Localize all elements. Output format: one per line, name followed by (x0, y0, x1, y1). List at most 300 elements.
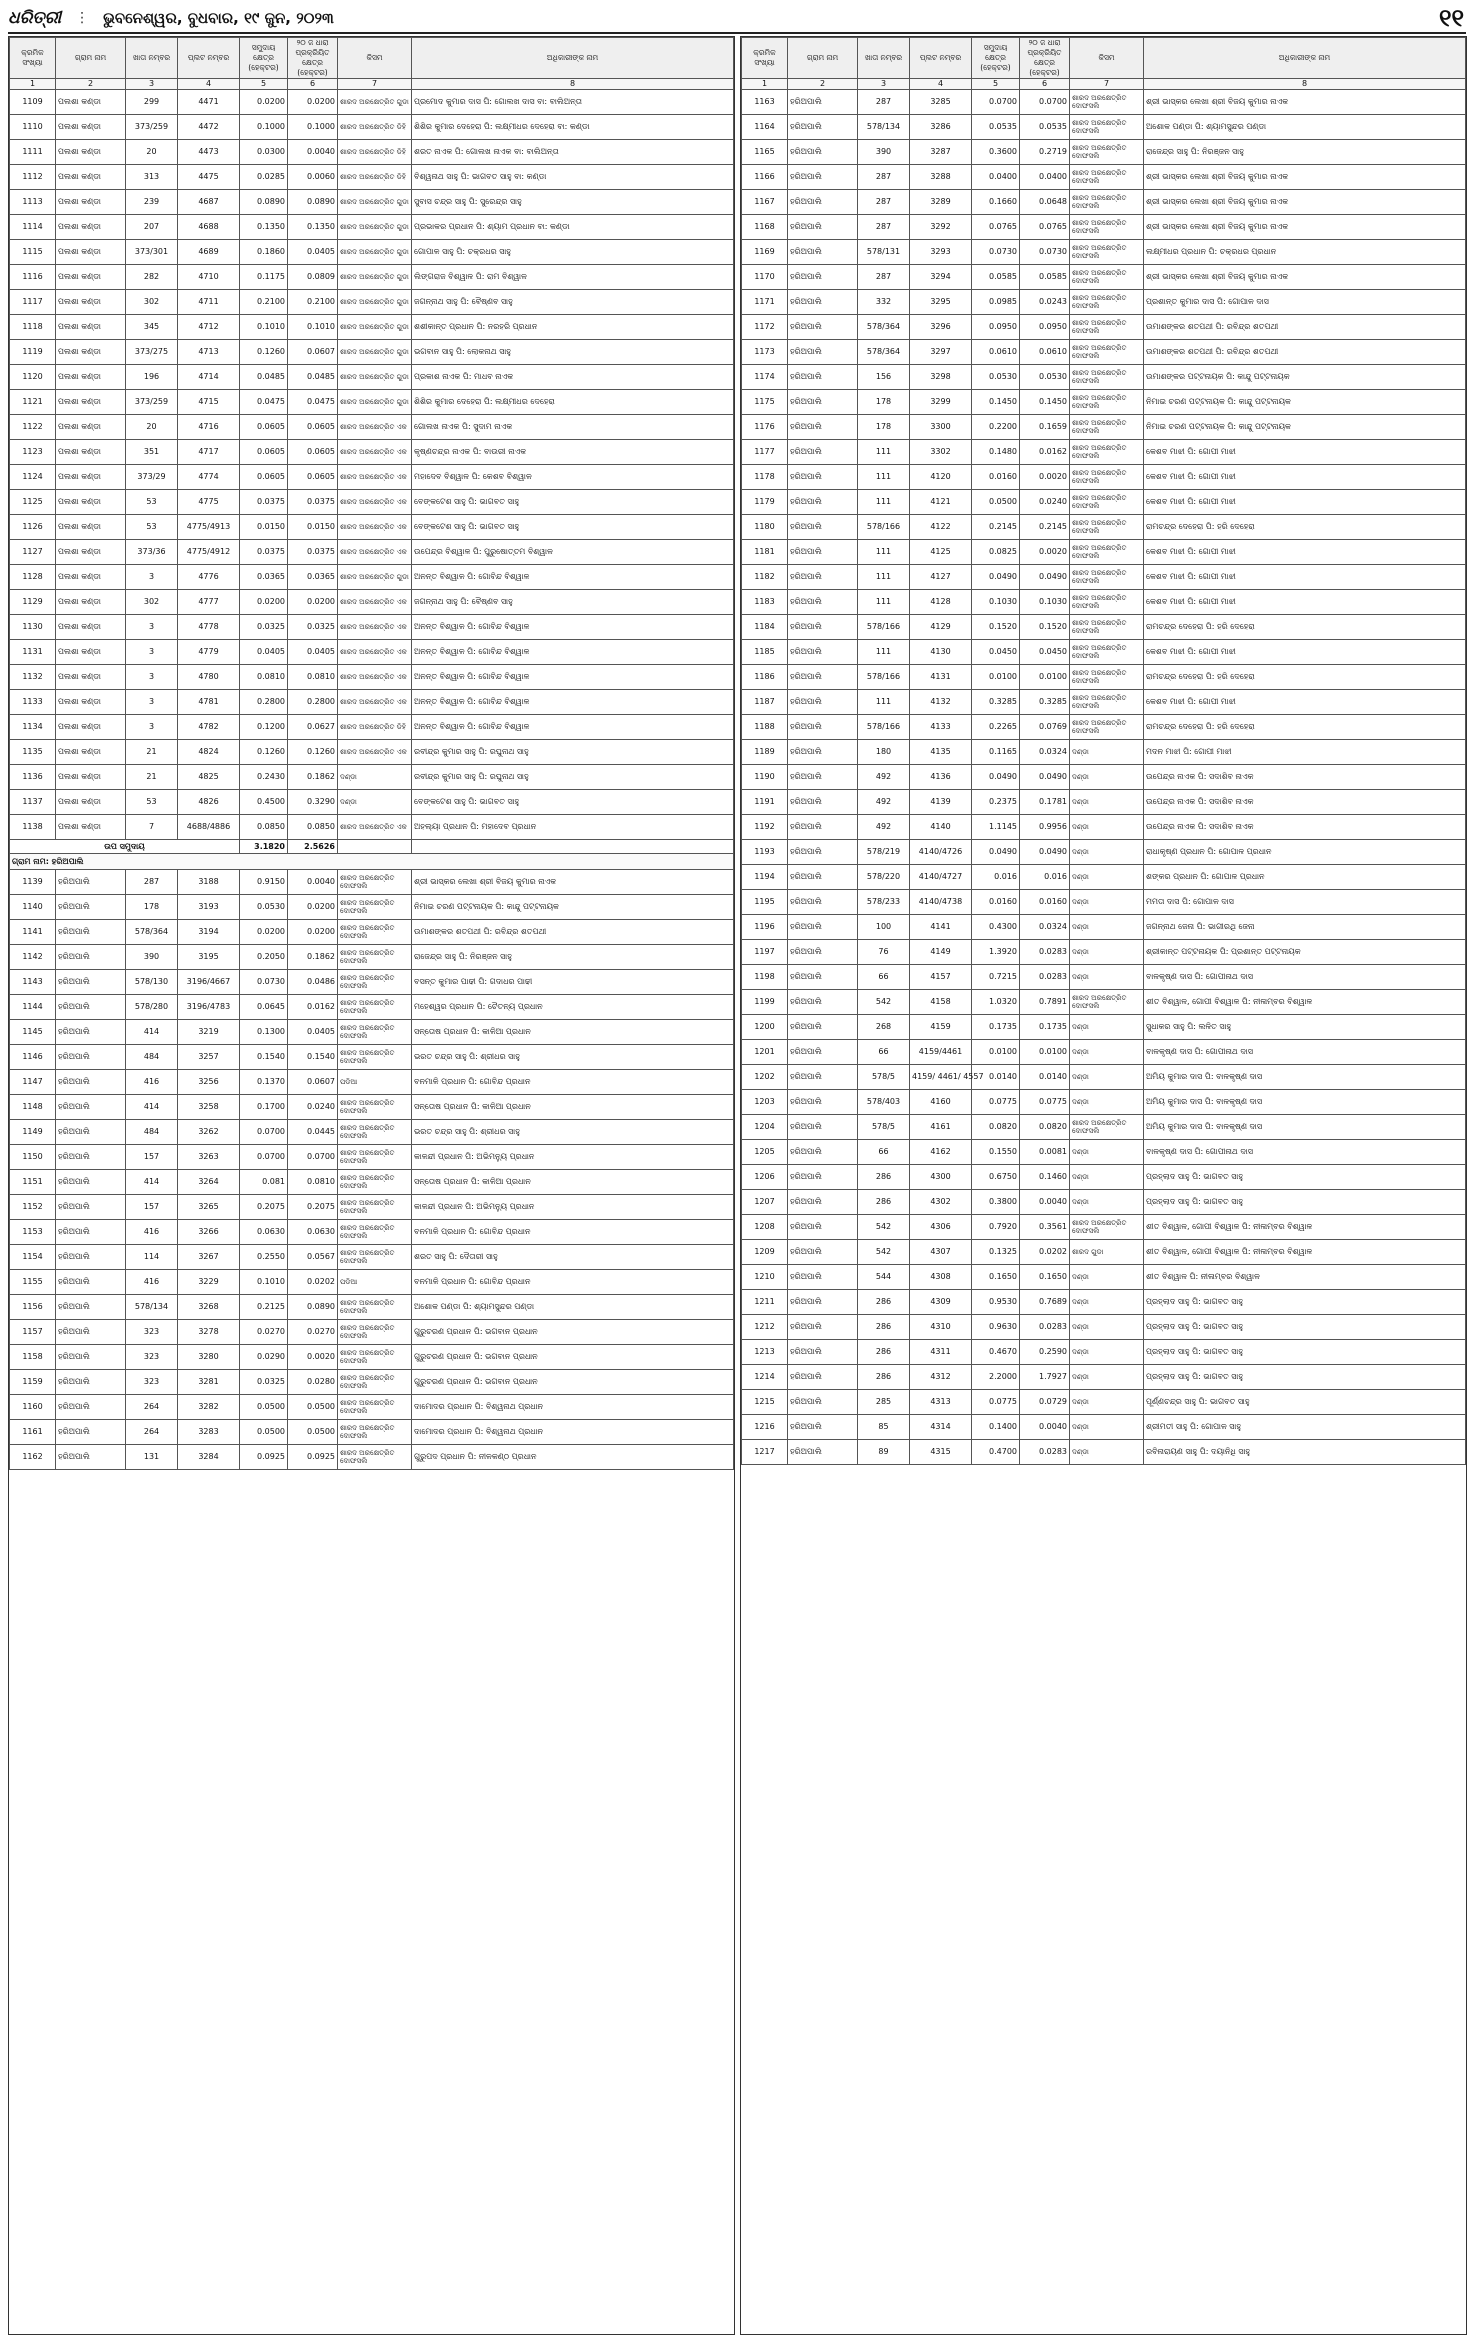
table-row (742, 765, 1466, 790)
village-cell: ହରିଅପାଲି (788, 715, 858, 740)
table-row (742, 440, 1466, 465)
acquired-cell: 0.0160 (1020, 890, 1070, 915)
kisam-cell: ଶାରଦ ଅରକ୍ଷେତ୍ରିତ ଦୋଫସଲି (1070, 515, 1144, 540)
plot-cell: 3293 (910, 240, 972, 265)
area-cell: 0.0820 (972, 1115, 1020, 1140)
table-row (742, 315, 1466, 340)
village-cell: ହରିଅପାଲି (788, 190, 858, 215)
plot-cell: 4125 (910, 540, 972, 565)
plot-cell: 3287 (910, 140, 972, 165)
owner-cell: ଶଙ୍କର ପ୍ରଧାନ ପି: ଗୋପାଳ ପ୍ରଧାନ (1144, 865, 1466, 890)
col-serial: କ୍ରମିକ ସଂଖ୍ୟା (742, 38, 788, 79)
table-row (10, 740, 734, 765)
kisam-cell: ଶାରଦ ଅରକ୍ଷେତ୍ରିତ ଗୁଡା (338, 390, 412, 415)
serial-cell: 1151 (10, 1170, 56, 1195)
plot-cell: 4775/4912 (178, 540, 240, 565)
owner-cell: ଶରତ ସାହୁ ପି: ଦୈତାରୀ ସାହୁ (412, 1245, 734, 1270)
acquired-cell: 0.1000 (288, 115, 338, 140)
village-cell: ହରିଅପାଲି (56, 1120, 126, 1145)
plot-cell: 4161 (910, 1115, 972, 1140)
plot-cell: 3296 (910, 315, 972, 340)
area-cell: 0.0300 (240, 140, 288, 165)
area-cell: 0.0490 (972, 840, 1020, 865)
plot-cell: 4162 (910, 1140, 972, 1165)
kisam-cell: ଶାରଦ ଅରକ୍ଷେତ୍ରିତ ଏକ (338, 515, 412, 540)
kisam-cell: ଶାରଦ ଅରକ୍ଷେତ୍ରିତ ଦୋଫସଲି (338, 1345, 412, 1370)
plot-cell: 4136 (910, 765, 972, 790)
kisam-cell: ଶାରଦ ଅରକ୍ଷେତ୍ରିତ ଏକ (338, 490, 412, 515)
khata-cell: 578/220 (858, 865, 910, 890)
owner-cell: ଅହଲ୍ୟା ପ୍ରଧାନ ପି: ମହାଦେବ ପ୍ରଧାନ (412, 815, 734, 840)
serial-cell: 1110 (10, 115, 56, 140)
area-cell: 0.2800 (240, 690, 288, 715)
area-cell: 0.1735 (972, 1015, 1020, 1040)
serial-cell: 1120 (10, 365, 56, 390)
kisam-cell: ଦଣ୍ଡା (1070, 1315, 1144, 1340)
serial-cell: 1172 (742, 315, 788, 340)
plot-cell: 4688/4886 (178, 815, 240, 840)
plot-cell: 3283 (178, 1420, 240, 1445)
table-row (742, 190, 1466, 215)
acquired-cell: 0.2719 (1020, 140, 1070, 165)
owner-cell: ଜଗନ୍ନାଥ ସାହୁ ପି: ବୈଷ୍ଣବ ସାହୁ (412, 290, 734, 315)
serial-cell: 1128 (10, 565, 56, 590)
plot-cell: 4689 (178, 240, 240, 265)
khata-cell: 3 (126, 665, 178, 690)
khata-cell: 578/219 (858, 840, 910, 865)
serial-cell: 1125 (10, 490, 56, 515)
area-cell: 0.0200 (240, 590, 288, 615)
village-cell: ହରିଅପାଲି (56, 920, 126, 945)
plot-cell: 3266 (178, 1220, 240, 1245)
owner-cell: ମମତା ଦାସ ପି: ଗୋପାଳ ଦାସ (1144, 890, 1466, 915)
owner-cell: ରାଧାକୃଷ୍ଣ ପ୍ରଧାନ ପି: ଗୋପାଳ ପ୍ରଧାନ (1144, 840, 1466, 865)
acquired-cell: 0.0405 (288, 240, 338, 265)
plot-cell: 4130 (910, 640, 972, 665)
kisam-cell: ଦଣ୍ଡା (338, 790, 412, 815)
khata-cell: 157 (126, 1145, 178, 1170)
khata-cell: 332 (858, 290, 910, 315)
owner-cell: ଶ୍ରୀ ଭାସ୍କର ଲେଖା ଶ୍ରୀ ବିଜୟ କୁମାର ନାଏକ (1144, 190, 1466, 215)
area-cell: 0.9530 (972, 1290, 1020, 1315)
serial-cell: 1148 (10, 1095, 56, 1120)
serial-cell: 1206 (742, 1165, 788, 1190)
area-cell: 0.1010 (240, 315, 288, 340)
owner-cell: ଶ୍ରୀମତୀ ସାହୁ ପି: ଗୋପାଳ ସାହୁ (1144, 1415, 1466, 1440)
kisam-cell: ପଡିଆ (338, 1270, 412, 1295)
khata-cell: 3 (126, 715, 178, 740)
acquired-cell: 0.2590 (1020, 1340, 1070, 1365)
kisam-cell: ଦଣ୍ଡା (1070, 890, 1144, 915)
village-cell: ପଲଶା କଣ୍ଡା (56, 765, 126, 790)
plot-cell: 4132 (910, 690, 972, 715)
plot-cell: 4717 (178, 440, 240, 465)
kisam-cell: ଶାରଦ ଅରକ୍ଷେତ୍ରିତ ଦୋଫସଲି (338, 1170, 412, 1195)
acquired-cell: 0.1540 (288, 1045, 338, 1070)
area-cell: 0.0475 (240, 390, 288, 415)
serial-cell: 1114 (10, 215, 56, 240)
serial-cell: 1140 (10, 895, 56, 920)
plot-cell: 4711 (178, 290, 240, 315)
plot-cell: 3294 (910, 265, 972, 290)
plot-cell: 4713 (178, 340, 240, 365)
owner-cell: ଶ୍ରୀ ଭାସ୍କର ଲେଖା ଶ୍ରୀ ବିଜୟ କୁମାର ନାଏକ (1144, 215, 1466, 240)
owner-cell: ରାଜେନ୍ଦ୍ର ସାହୁ ପି: ନିରଞ୍ଜନ ସାହୁ (1144, 140, 1466, 165)
plot-cell: 4315 (910, 1440, 972, 1465)
acquired-cell: 0.0270 (288, 1320, 338, 1345)
acquired-cell: 0.0020 (1020, 540, 1070, 565)
khata-cell: 345 (126, 315, 178, 340)
khata-cell: 287 (858, 190, 910, 215)
acquired-cell: 0.1460 (1020, 1165, 1070, 1190)
table-row (10, 290, 734, 315)
owner-cell: ବସନ୍ତ କୁମାର ପାଢୀ ପି: ଗଦାଧର ପାଢୀ (412, 970, 734, 995)
table-row (742, 340, 1466, 365)
serial-cell: 1178 (742, 465, 788, 490)
area-cell: 0.0400 (972, 165, 1020, 190)
serial-cell: 1156 (10, 1295, 56, 1320)
acquired-cell: 0.0500 (288, 1395, 338, 1420)
village-cell: ହରିଅପାଲି (788, 290, 858, 315)
plot-cell: 4306 (910, 1215, 972, 1240)
table-row (742, 1390, 1466, 1415)
owner-cell: ଗୁରୁଚରଣ ପ୍ରଧାନ ପି: ଭଗବାନ ପ୍ରଧାନ (412, 1345, 734, 1370)
serial-cell: 1152 (10, 1195, 56, 1220)
table-row (10, 365, 734, 390)
owner-cell: ପ୍ରହ୍ଲାଦ ସାହୁ ପି: ଭାଗବତ ସାହୁ (1144, 1365, 1466, 1390)
acquired-cell: 0.0769 (1020, 715, 1070, 740)
village-cell: ହରିଅପାଲି (788, 790, 858, 815)
kisam-cell: ଶାରଦ ଅରକ୍ଷେତ୍ରିତ ଗୁଡା (338, 215, 412, 240)
owner-cell: ଗୋପାଳ ସାହୁ ପି: ଚକ୍ରଧର ସାହୁ (412, 240, 734, 265)
village-cell: ହରିଅପାଲି (788, 340, 858, 365)
plot-cell: 4688 (178, 215, 240, 240)
village-cell: ହରିଅପାଲି (788, 840, 858, 865)
plot-cell: 4121 (910, 490, 972, 515)
area-cell: 0.0500 (240, 1395, 288, 1420)
table-row (10, 515, 734, 540)
acquired-cell: 0.0202 (1020, 1240, 1070, 1265)
table-row (742, 615, 1466, 640)
plot-cell: 4473 (178, 140, 240, 165)
plot-cell: 3196/4783 (178, 995, 240, 1020)
area-cell: 0.0375 (240, 490, 288, 515)
village-cell: ପଲଶା କଣ୍ଡା (56, 465, 126, 490)
table-row (10, 215, 734, 240)
serial-cell: 1164 (742, 115, 788, 140)
owner-cell: ଲିଙ୍ଗରାଜ ବିଶ୍ୱାଳ ପି: ରାମ ବିଶ୍ୱାଳ (412, 265, 734, 290)
col-num: 5 (240, 79, 288, 90)
table-row (10, 640, 734, 665)
kisam-cell: ଶାରଦ ଅରକ୍ଷେତ୍ରିତ ଏକ (338, 690, 412, 715)
owner-cell: ପ୍ରହ୍ଲାଦ ସାହୁ ପି: ଭାଗବତ ସାହୁ (1144, 1190, 1466, 1215)
serial-cell: 1176 (742, 415, 788, 440)
village-cell: ହରିଅପାଲି (788, 90, 858, 115)
serial-cell: 1196 (742, 915, 788, 940)
khata-cell: 21 (126, 740, 178, 765)
area-cell: 0.0200 (240, 920, 288, 945)
owner-cell: ଅମିୟ କୁମାର ଦାସ ପି: ବାଳକୃଷ୍ଣ ଦାସ (1144, 1065, 1466, 1090)
kisam-cell: ଶାରଦ ଅରକ୍ଷେତ୍ରିତ ଡିହି (338, 715, 412, 740)
village-cell: ପଲଶା କଣ୍ଡା (56, 140, 126, 165)
acquired-cell: 0.0809 (288, 265, 338, 290)
acquired-cell: 0.0200 (288, 895, 338, 920)
table-row (742, 365, 1466, 390)
serial-cell: 1199 (742, 990, 788, 1015)
village-cell: ପଲଶା କଣ୍ଡା (56, 415, 126, 440)
area-cell: 0.0530 (240, 895, 288, 920)
kisam-cell: ଶାରଦ ଅରକ୍ଷେତ୍ରିତ ଦୋଫସଲି (1070, 490, 1144, 515)
owner-cell: ଅଶୋକ ପଣ୍ଡା ପି: ଶ୍ୟାମସୁନ୍ଦର ପଣ୍ଡା (1144, 115, 1466, 140)
village-cell: ହରିଅପାଲି (56, 1370, 126, 1395)
page-header (8, 4, 1466, 34)
acquired-cell: 0.2800 (288, 690, 338, 715)
table-row (10, 415, 734, 440)
village-cell: ହରିଅପାଲି (788, 415, 858, 440)
plot-cell: 4712 (178, 315, 240, 340)
acquired-cell: 0.0585 (1020, 265, 1070, 290)
khata-cell: 299 (126, 90, 178, 115)
acquired-cell: 0.0850 (288, 815, 338, 840)
plot-cell: 4782 (178, 715, 240, 740)
khata-cell: 287 (858, 215, 910, 240)
table-row (10, 315, 734, 340)
kisam-cell: ଶାରଦ ଅରକ୍ଷେତ୍ରିତ ଦୋଫସଲି (1070, 315, 1144, 340)
serial-cell: 1200 (742, 1015, 788, 1040)
serial-cell: 1154 (10, 1245, 56, 1270)
area-cell: 0.0700 (240, 1145, 288, 1170)
owner-cell: ପୂର୍ଣ୍ଣଚନ୍ଦ୍ର ସାହୁ ପି: ଭାଗବତ ସାହୁ (1144, 1390, 1466, 1415)
serial-cell: 1134 (10, 715, 56, 740)
serial-cell: 1149 (10, 1120, 56, 1145)
table-row (742, 1015, 1466, 1040)
serial-cell: 1131 (10, 640, 56, 665)
village-cell: ହରିଅପାଲି (788, 1440, 858, 1465)
table-row (742, 965, 1466, 990)
kisam-cell: ଶାରଦ ଅରକ୍ଷେତ୍ରିତ ଦୋଫସଲି (338, 970, 412, 995)
area-cell: 1.3920 (972, 940, 1020, 965)
khata-cell: 542 (858, 1240, 910, 1265)
kisam-cell: ଶାରଦ ଅରକ୍ଷେତ୍ରିତ ଦୋଫସଲି (338, 1120, 412, 1145)
acquired-cell: 0.0040 (1020, 1190, 1070, 1215)
serial-cell: 1168 (742, 215, 788, 240)
serial-cell: 1188 (742, 715, 788, 740)
kisam-cell: ଦଣ୍ଡା (338, 765, 412, 790)
village-cell: ହରିଅପାଲି (788, 115, 858, 140)
col-owner: ଅଧିକାରୀଙ୍କ ନାମ (1144, 38, 1466, 79)
col-village: ଗ୍ରାମ ନାମ (56, 38, 126, 79)
area-cell: 0.2145 (972, 515, 1020, 540)
khata-cell: 100 (858, 915, 910, 940)
owner-cell: ବେଙ୍କଟେଶ ସାହୁ ପି: ଭାଗବତ ସାହୁ (412, 490, 734, 515)
area-cell: 0.3600 (972, 140, 1020, 165)
area-cell: 0.2430 (240, 765, 288, 790)
kisam-cell: ଶାରଦ ଅରକ୍ଷେତ୍ରିତ ଦୋଫସଲି (1070, 715, 1144, 740)
khata-cell: 21 (126, 765, 178, 790)
acquired-cell: 0.1010 (288, 315, 338, 340)
kisam-cell: ଶାରଦ ଅରକ୍ଷେତ୍ରିତ ଦୋଫସଲି (1070, 115, 1144, 140)
serial-cell: 1185 (742, 640, 788, 665)
plot-cell: 3256 (178, 1070, 240, 1095)
serial-cell: 1175 (742, 390, 788, 415)
khata-cell: 578/5 (858, 1065, 910, 1090)
owner-cell: ରବିନାରାୟଣ ସାହୁ ପି: ଦୟାନିଧି ସାହୁ (1144, 1440, 1466, 1465)
khata-cell: 373/275 (126, 340, 178, 365)
table-row (742, 1190, 1466, 1215)
village-cell: ହରିଅପାଲି (56, 1045, 126, 1070)
plot-cell: 3298 (910, 365, 972, 390)
table-row (742, 565, 1466, 590)
table-row (742, 415, 1466, 440)
col-area: ସମୁଦାୟ କ୍ଷେତ୍ର (ହେକ୍ଟର) (972, 38, 1020, 79)
table-row (10, 140, 734, 165)
village-cell: ହରିଅପାଲି (788, 540, 858, 565)
serial-cell: 1144 (10, 995, 56, 1020)
serial-cell: 1174 (742, 365, 788, 390)
kisam-cell: ଶାରଦ ଅରକ୍ଷେତ୍ରିତ ଗୁଡା (338, 565, 412, 590)
village-cell: ହରିଅପାଲି (788, 640, 858, 665)
kisam-cell: ଦଣ୍ଡା (1070, 1340, 1144, 1365)
village-cell: ହରିଅପାଲି (788, 1415, 858, 1440)
area-cell: 0.2075 (240, 1195, 288, 1220)
owner-cell: ଅନନ୍ତ ବିଶ୍ୱାଳ ପି: ଗୋବିନ୍ଦ ବିଶ୍ୱାଳ (412, 565, 734, 590)
kisam-cell: ଦଣ୍ଡା (1070, 965, 1144, 990)
village-cell: ହରିଅପାଲି (788, 1365, 858, 1390)
plot-cell: 3289 (910, 190, 972, 215)
serial-cell: 1213 (742, 1340, 788, 1365)
khata-cell: 111 (858, 690, 910, 715)
subtotal-row (10, 840, 734, 854)
acquired-cell: 0.2145 (1020, 515, 1070, 540)
plot-cell: 4308 (910, 1265, 972, 1290)
village-cell: ହରିଅପାଲି (788, 740, 858, 765)
acquired-cell: 0.0810 (288, 1170, 338, 1195)
table-row (10, 615, 734, 640)
village-heading-row (10, 854, 734, 870)
serial-cell: 1116 (10, 265, 56, 290)
area-cell: 0.0160 (972, 465, 1020, 490)
plot-cell: 4775/4913 (178, 515, 240, 540)
village-cell: ହରିଅପାଲି (56, 1220, 126, 1245)
owner-cell: ଭରତ ଚନ୍ଦ୍ର ସାହୁ ପି: ଶ୍ରୀଧର ସାହୁ (412, 1120, 734, 1145)
area-cell: 0.0535 (972, 115, 1020, 140)
acquired-cell: 0.0280 (288, 1370, 338, 1395)
table-row (742, 390, 1466, 415)
acquired-cell: 0.0040 (1020, 1415, 1070, 1440)
owner-cell: ରବୀନ୍ଦ୍ର କୁମାର ସାହୁ ପି: ରଘୁନାଥ ସାହୁ (412, 740, 734, 765)
table-row (10, 1345, 734, 1370)
village-cell: ହରିଅପାଲି (788, 140, 858, 165)
acquired-cell: 0.0283 (1020, 1440, 1070, 1465)
khata-cell: 390 (858, 140, 910, 165)
khata-cell: 414 (126, 1020, 178, 1045)
khata-cell: 373/259 (126, 115, 178, 140)
acquired-cell: 0.0400 (1020, 165, 1070, 190)
table-row (742, 915, 1466, 940)
acquired-cell: 0.0020 (1020, 465, 1070, 490)
kisam-cell: ଶାରଦ ଅରକ୍ଷେତ୍ରିତ ଦୋଫସଲି (1070, 190, 1144, 215)
acquired-cell: 0.0200 (288, 920, 338, 945)
serial-cell: 1146 (10, 1045, 56, 1070)
plot-cell: 4158 (910, 990, 972, 1015)
khata-cell: 111 (858, 465, 910, 490)
khata-cell: 578/166 (858, 665, 910, 690)
village-cell: ପଲଶା କଣ୍ଡା (56, 390, 126, 415)
col-acquired: ୨୦ ଜ ଧାରା ପ୍ରକ୍ରିୟିତ କ୍ଷେତ୍ର (ହେକ୍ଟର) (1020, 38, 1070, 79)
plot-cell: 4307 (910, 1240, 972, 1265)
table-row (10, 895, 734, 920)
owner-cell: ଶ୍ରୀ ଭାସ୍କର ଲେଖା ଶ୍ରୀ ବିଜୟ କୁମାର ନାଏକ (1144, 265, 1466, 290)
serial-cell: 1197 (742, 940, 788, 965)
left-subtotal (10, 840, 734, 870)
khata-cell: 414 (126, 1095, 178, 1120)
owner-cell: ବେଙ୍କଟେଶ ସାହୁ ପି: ଭାଗବତ ସାହୁ (412, 790, 734, 815)
village-cell: ପଲଶା କଣ୍ଡା (56, 315, 126, 340)
khata-cell: 66 (858, 1040, 910, 1065)
area-cell: 0.0200 (240, 90, 288, 115)
acquired-cell: 0.0243 (1020, 290, 1070, 315)
khata-cell: 287 (126, 870, 178, 895)
col-num: 3 (126, 79, 178, 90)
plot-cell: 4777 (178, 590, 240, 615)
subtotal-acquired: 2.5626 (288, 840, 338, 854)
kisam-cell: ଶାରଦ ଅରକ୍ଷେତ୍ରିତ ଏକ (338, 740, 412, 765)
village-cell: ପଲଶା କଣ୍ଡା (56, 215, 126, 240)
plot-cell: 4159/ 4461/ 4557 (910, 1065, 972, 1090)
khata-cell: 578/166 (858, 715, 910, 740)
area-cell: 1.1145 (972, 815, 1020, 840)
owner-cell: ଭଗବାନ ସାହୁ ପି: ଲୋକନାଥ ସାହୁ (412, 340, 734, 365)
area-cell: 0.4300 (972, 915, 1020, 940)
village-cell: ହରିଅପାଲି (788, 615, 858, 640)
serial-cell: 1186 (742, 665, 788, 690)
kisam-cell: ଦଣ୍ଡା (1070, 1090, 1144, 1115)
owner-cell: କେଶବ ମାଝୀ ପି: ଗୋପୀ ମାଝୀ (1144, 565, 1466, 590)
table-row (10, 1420, 734, 1445)
acquired-cell: 0.0140 (1020, 1065, 1070, 1090)
owner-cell: ପ୍ରକାଶ ନାଏକ ପି: ମାଧବ ନାଏକ (412, 365, 734, 390)
serial-cell: 1207 (742, 1190, 788, 1215)
area-cell: 0.1300 (240, 1020, 288, 1045)
village-cell: ହରିଅପାଲି (788, 765, 858, 790)
acquired-cell: 0.0162 (288, 995, 338, 1020)
owner-cell: ଶୀତ ବିଶ୍ୱାଳ ପି: ନୀଳାମ୍ବର ବିଶ୍ୱାଳ (1144, 1265, 1466, 1290)
col-num: 7 (338, 79, 412, 90)
serial-cell: 1142 (10, 945, 56, 970)
owner-cell: ବନମାଳି ପ୍ରଧାନ ପି: ଗୋବିନ୍ଦ ପ୍ରଧାନ (412, 1070, 734, 1095)
kisam-cell: ଶାରଦ ଅରକ୍ଷେତ୍ରିତ ଦୋଫସଲି (338, 1045, 412, 1070)
village-cell: ପଲଶା କଣ୍ଡା (56, 190, 126, 215)
owner-cell: ଲକ୍ଷ୍ମୀଧର ପ୍ରଧାନ ପି: ଚକ୍ରଧର ପ୍ରଧାନ (1144, 240, 1466, 265)
khata-cell: 53 (126, 490, 178, 515)
area-cell: 0.0700 (972, 90, 1020, 115)
area-cell: 0.2125 (240, 1295, 288, 1320)
serial-cell: 1155 (10, 1270, 56, 1295)
khata-cell: 180 (858, 740, 910, 765)
table-row (10, 1370, 734, 1395)
area-cell: 0.0500 (972, 490, 1020, 515)
area-cell: 0.0605 (240, 440, 288, 465)
table-row (742, 665, 1466, 690)
area-cell: 0.1175 (240, 265, 288, 290)
village-cell: ହରିଅପାଲି (788, 365, 858, 390)
kisam-cell: ଶାରଦ ଅରକ୍ଷେତ୍ରିତ ଦୋଫସଲି (338, 945, 412, 970)
plot-cell: 4122 (910, 515, 972, 540)
kisam-cell: ଦଣ୍ଡା (1070, 940, 1144, 965)
acquired-cell: 0.0535 (1020, 115, 1070, 140)
serial-cell: 1112 (10, 165, 56, 190)
khata-cell: 3 (126, 640, 178, 665)
